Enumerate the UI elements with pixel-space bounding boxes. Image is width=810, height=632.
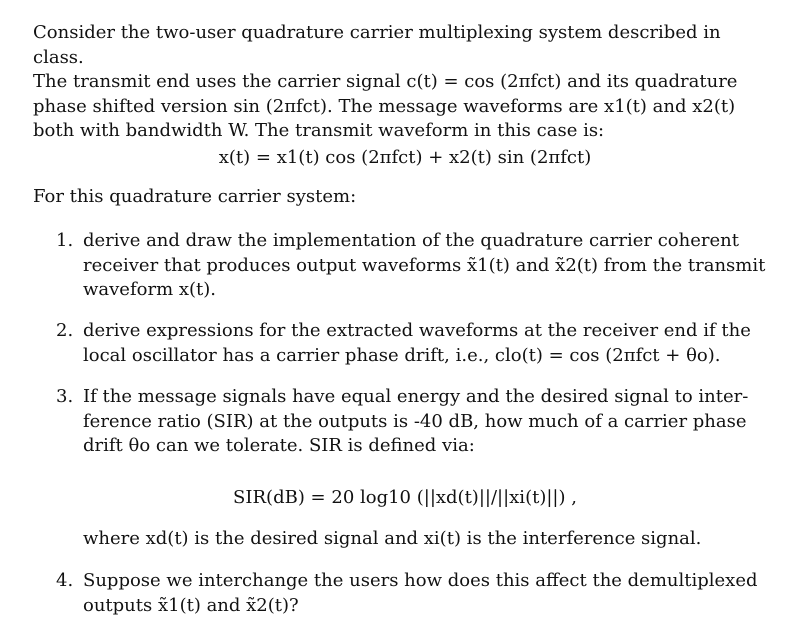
intro-line-1: Consider the two-user quadrature carrier multiplexing system described in class.	[33, 22, 721, 68]
lead-in-text: For this quadrature carrier system:	[33, 186, 357, 207]
item-line: receiver that produces output waveforms x̃1(t) and x̃2(t) from the transmit	[83, 254, 766, 276]
intro-line-3: phase shifted version sin (2πfct). The message waveforms are x1(t) and x2(t)	[33, 95, 736, 117]
sir-equation: SIR(dB) = 20 log10 (||xd(t)||/||xi(t)||) ,	[233, 487, 577, 508]
item-number: 3.	[56, 386, 74, 407]
item-number: 2.	[56, 320, 74, 341]
item-line: drift θo can we tolerate. SIR is defined via:	[83, 435, 475, 456]
item-line: local oscillator has a carrier phase drift, i.e., clo(t) = cos (2πfct + θo).	[83, 344, 721, 366]
item-line: Suppose we interchange the users how does this affect the demultiplexed	[83, 570, 758, 591]
item-body	[83, 569, 773, 618]
item-body	[83, 385, 773, 459]
item-number: 1.	[56, 230, 74, 251]
item-line: ference ratio (SIR) at the outputs is -40 dB, how much of a carrier phase	[83, 410, 747, 432]
item-line: waveform x(t).	[83, 279, 217, 300]
intro-line-4: both with bandwidth W. The transmit waveform in this case is:	[33, 120, 605, 141]
item-line: If the message signals have equal energy and the desired signal to inter-	[83, 386, 749, 407]
item-line: derive and draw the implementation of the quadrature carrier coherent	[83, 230, 739, 251]
transmit-equation: x(t) = x1(t) cos (2πfct) + x2(t) sin (2πfct)	[218, 147, 592, 168]
item-line: derive expressions for the extracted waveforms at the receiver end if the	[83, 320, 751, 341]
intro-paragraph	[33, 21, 773, 144]
item-number: 4.	[56, 570, 74, 591]
where-text: where xd(t) is the desired signal and xi(t) is the interference signal.	[83, 528, 702, 549]
intro-line-2: The transmit end uses the carrier signal c(t) = cos (2πfct) and its quadrature	[33, 71, 738, 92]
item-line: outputs x̃1(t) and x̃2(t)?	[83, 594, 299, 616]
item-body	[83, 229, 773, 303]
item-body	[83, 319, 773, 368]
